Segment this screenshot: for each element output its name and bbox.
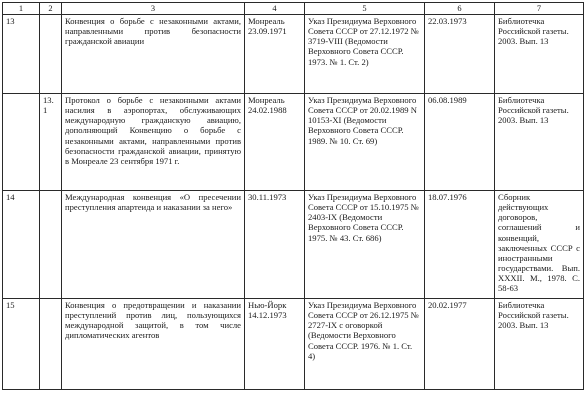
- table-row: [3, 94, 584, 191]
- row-subnumber: 13.1: [40, 94, 62, 191]
- header-row: [3, 3, 584, 15]
- entry-into-force-date: 18.07.1976: [425, 191, 495, 299]
- treaty-title: Протокол о борьбе с незаконными актами насилия в аэропортах, обслуживающих международную гражданскую авиацию, дополняющий Конвенцию о борьбе с незаконными актами, направленными против безопасности гражданской авиации, принятую в Монреале 23 сентября 1971 г.: [62, 94, 245, 191]
- ratification-act: Указ Президиума Верховного Совета СССР от 26.12.1975 № 2727-IX с оговоркой (Ведомости Верховного Совета СССР. 1976. № 1. Ст. 4): [305, 299, 425, 390]
- publication-source: Сборник действующих договоров, соглашений и конвенций, заключенных СССР с иностранными государствами. Вып. XXXII. М., 1978. С. 58-63: [495, 191, 584, 299]
- treaty-title: Международная конвенция «О пресечении преступления апартеида и наказании за него»: [62, 191, 245, 299]
- column-header: 3: [62, 3, 245, 15]
- treaty-title: Конвенция о предотвращении и наказании преступлений против лиц, пользующихся международной защитой, в том числе дипломатических агентов: [62, 299, 245, 390]
- ratification-act: Указ Президиума Верховного Совета СССР от 27.12.1972 № 3719-VIII (Ведомости Верховного Совета СССР. 1973. № 1. Ст. 2): [305, 15, 425, 94]
- row-subnumber: [40, 15, 62, 94]
- place-and-date: Монреаль 24.02.1988: [245, 94, 305, 191]
- column-header: 6: [425, 3, 495, 15]
- column-header: 7: [495, 3, 584, 15]
- table-row: [3, 15, 584, 94]
- treaties-table: [2, 2, 584, 390]
- treaty-title: Конвенция о борьбе с незаконными актами, направленными против безопасности гражданской авиации: [62, 15, 245, 94]
- entry-into-force-date: 20.02.1977: [425, 299, 495, 390]
- place-and-date: Монреаль 23.09.1971: [245, 15, 305, 94]
- publication-source: Библиотечка Российской газеты. 2003. Вып. 13: [495, 15, 584, 94]
- publication-source: Библиотечка Российской газеты. 2003. Вып. 13: [495, 94, 584, 191]
- column-header: 4: [245, 3, 305, 15]
- column-header: 1: [3, 3, 40, 15]
- column-header: 2: [40, 3, 62, 15]
- column-header: 5: [305, 3, 425, 15]
- row-number: [3, 94, 40, 191]
- table-row: [3, 299, 584, 390]
- row-subnumber: [40, 299, 62, 390]
- entry-into-force-date: 22.03.1973: [425, 15, 495, 94]
- ratification-act: Указ Президиума Верховного Совета СССР от 15.10.1975 № 2403-IX (Ведомости Верховного Совета СССР. 1975. № 43. Ст. 686): [305, 191, 425, 299]
- row-number: 15: [3, 299, 40, 390]
- row-subnumber: [40, 191, 62, 299]
- publication-source: Библиотечка Российской газеты. 2003. Вып. 13: [495, 299, 584, 390]
- ratification-act: Указ Президиума Верховного Совета СССР от 20.02.1989 N 10153-XI (Ведомости Верховного Совета СССР. 1989. № 10. Ст. 69): [305, 94, 425, 191]
- place-and-date: 30.11.1973: [245, 191, 305, 299]
- table-row: [3, 191, 584, 299]
- row-number: 14: [3, 191, 40, 299]
- entry-into-force-date: 06.08.1989: [425, 94, 495, 191]
- row-number: 13: [3, 15, 40, 94]
- place-and-date: Нью-Йорк 14.12.1973: [245, 299, 305, 390]
